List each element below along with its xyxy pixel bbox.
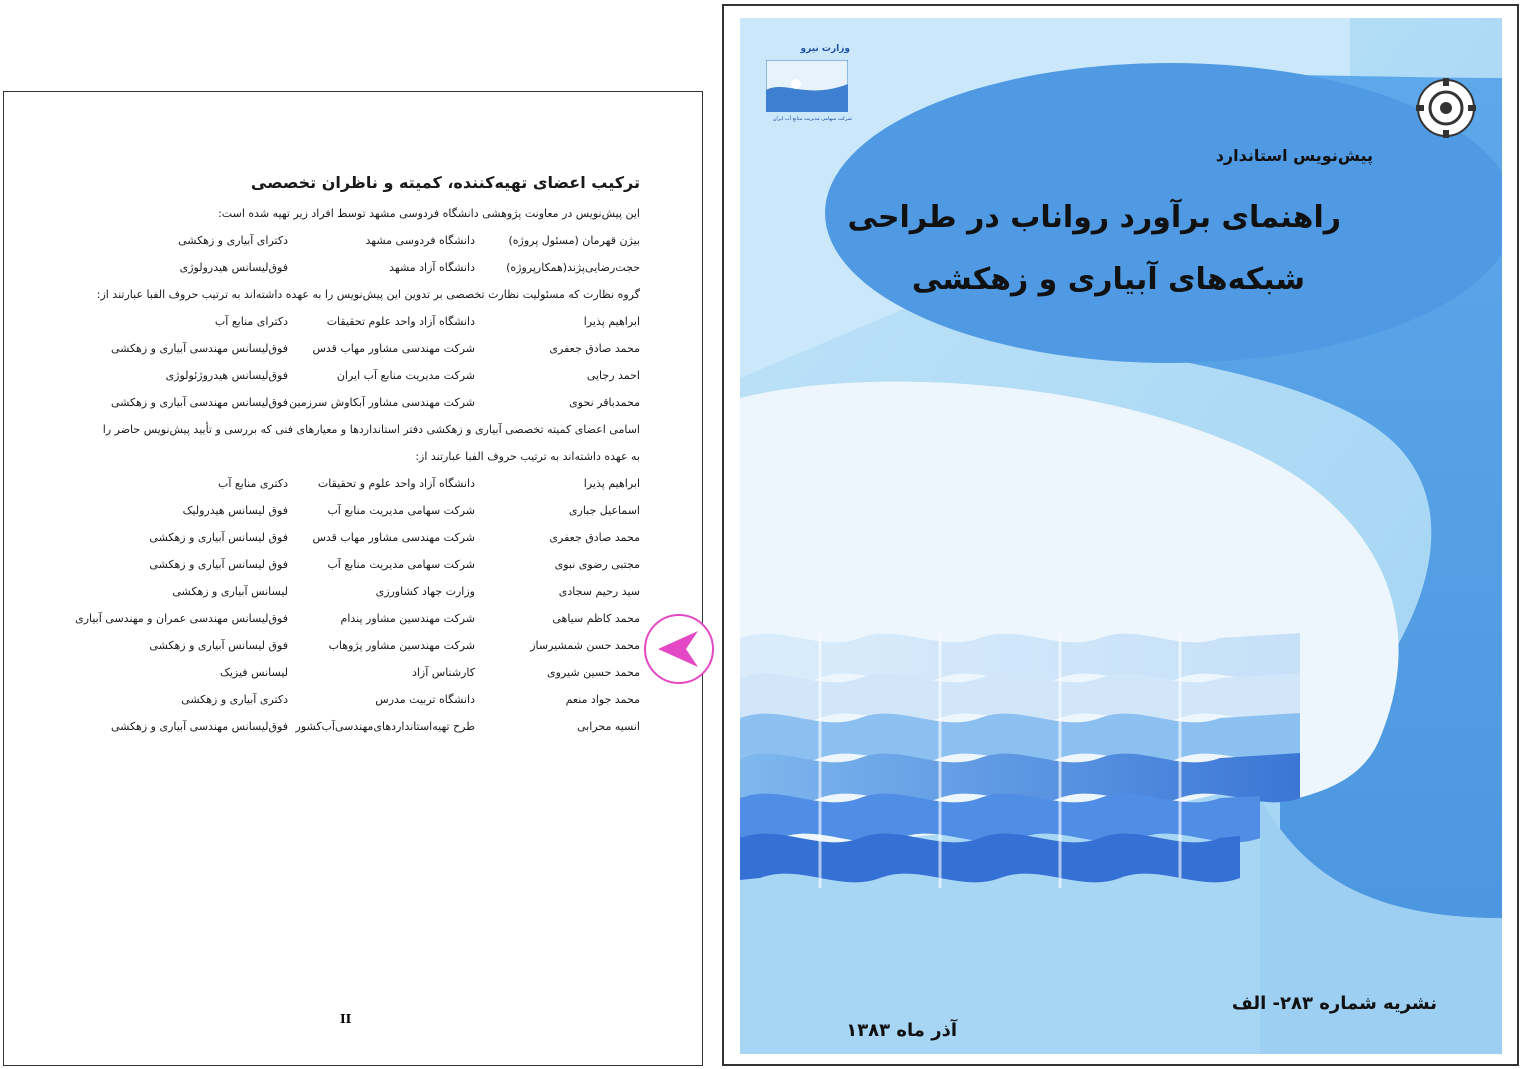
member-org: شرکت مهندسین مشاور پژوهاب bbox=[328, 639, 475, 652]
logo-caption: شرکت سهامی مدیریت منابع آب ایران bbox=[772, 116, 852, 122]
member-degree: فوق لیسانس هیدرولیک bbox=[182, 504, 288, 517]
member-org: دانشگاه آزاد واحد علوم تحقیقات bbox=[326, 315, 475, 328]
page-title: ترکیب اعضای تهیه‌کننده، کمیته و ناظران تخصصی bbox=[250, 173, 640, 192]
member-degree: دکترای آبیاری و زهکشی bbox=[178, 234, 288, 247]
list-item bbox=[66, 335, 640, 362]
member-degree: دکترای منابع آب bbox=[214, 315, 288, 328]
left-page bbox=[3, 91, 703, 1066]
member-name: محمدباقر نحوی bbox=[569, 396, 640, 409]
committee-text-line-2: به عهده داشته‌اند به ترتیب حروف الفبا عبارتند از: bbox=[415, 450, 640, 463]
member-org: شرکت سهامی مدیریت منابع آب bbox=[327, 558, 475, 571]
intro-text: این پیش‌نویس در معاونت پژوهشی دانشگاه فردوسی مشهد توسط افراد زیر تهیه شده است: bbox=[218, 207, 640, 220]
member-degree: فوق‌لیسانس مهندسی آبیاری و زهکشی bbox=[110, 396, 288, 409]
committee-text-line-1: اسامی اعضای کمیته تخصصی آبیاری و زهکشی دفتر استانداردها و معیارهای فنی که بررسی و تأیید پیش‌نویس حاضر را bbox=[102, 423, 640, 436]
list-item bbox=[66, 524, 640, 551]
left-page-content bbox=[66, 166, 640, 740]
list-item bbox=[66, 578, 640, 605]
list-item bbox=[66, 497, 640, 524]
cover-title-line-2: شبکه‌های آبیاری و زهکشی bbox=[911, 262, 1305, 297]
emblem-icon bbox=[1414, 76, 1478, 140]
draft-label: پیش‌نویس استاندارد bbox=[1215, 146, 1373, 165]
list-item bbox=[66, 659, 640, 686]
list-item bbox=[66, 713, 640, 740]
member-name: سید رحیم سجادی bbox=[558, 585, 640, 598]
member-name: محمد جواد منعم bbox=[565, 693, 640, 706]
supervision-text: گروه نظارت که مسئولیت نظارت تخصصی بر تدوین این پیش‌نویس را به عهده داشته‌اند به ترتیب حروف الفبا عبارتند از: bbox=[96, 288, 640, 301]
member-degree: فوق‌لیسانس مهندسی عمران و مهندسی آبیاری bbox=[75, 612, 288, 625]
cover-page bbox=[722, 4, 1519, 1066]
water-logo-icon bbox=[766, 60, 848, 112]
list-item bbox=[66, 389, 640, 416]
list-item bbox=[66, 362, 640, 389]
member-degree: فوق لیسانس آبیاری و زهکشی bbox=[149, 531, 288, 544]
member-org: شرکت مهندسی مشاور آبکاوش سرزمین bbox=[289, 396, 475, 409]
prev-page-button[interactable] bbox=[644, 614, 714, 684]
member-org: شرکت مدیریت منابع آب ایران bbox=[336, 369, 475, 382]
list-item bbox=[66, 308, 640, 335]
list-item bbox=[66, 470, 640, 497]
member-org: دانشگاه فردوسی مشهد bbox=[365, 234, 475, 247]
member-name: محمد کاظم سیاهی bbox=[552, 612, 640, 625]
member-degree: فوق‌لیسانس مهندسی آبیاری و زهکشی bbox=[110, 720, 288, 733]
ministry-logo bbox=[760, 44, 856, 128]
member-org: دانشگاه تربیت مدرس bbox=[375, 693, 475, 706]
ministry-label: وزارت نیرو bbox=[800, 44, 850, 54]
member-degree: لیسانس آبیاری و زهکشی bbox=[172, 585, 288, 598]
member-name: اسماعیل جباری bbox=[568, 504, 640, 517]
member-org: شرکت مهندسین مشاور پندام bbox=[340, 612, 475, 625]
member-name: محمد صادق جعفری bbox=[549, 531, 640, 544]
member-name: انسیه محرابی bbox=[577, 720, 640, 733]
page-number: II bbox=[340, 1012, 352, 1026]
member-org: دانشگاه آزاد مشهد bbox=[389, 261, 475, 274]
member-name: مجتبی رضوی نبوی bbox=[554, 558, 640, 571]
list-item bbox=[66, 686, 640, 713]
list-item bbox=[66, 632, 640, 659]
member-name: بیژن قهرمان (مسئول پروژه) bbox=[508, 234, 640, 247]
publication-date: آذر ماه ۱۳۸۳ bbox=[846, 1020, 957, 1041]
member-org: شرکت مهندسی مشاور مهاب قدس bbox=[312, 531, 475, 544]
member-org: طرح تهیه‌استانداردهای‌مهندسی‌آب‌کشور bbox=[295, 720, 475, 733]
member-name: احمد رجایی bbox=[586, 369, 640, 382]
prev-arrow-icon bbox=[656, 628, 702, 670]
member-name: ابراهیم پذیرا bbox=[583, 477, 640, 490]
list-item bbox=[66, 551, 640, 578]
member-name: حجت‌رضایی‌پژند(همکارپروژه) bbox=[506, 261, 640, 274]
member-name: محمد حسین شیروی bbox=[547, 666, 640, 679]
member-degree: دکتری آبیاری و زهکشی bbox=[181, 693, 288, 706]
member-degree: فوق لیسانس آبیاری و زهکشی bbox=[149, 558, 288, 571]
member-degree: فوق‌لیسانس هیدرولوژی bbox=[179, 261, 288, 274]
member-degree: لیسانس فیزیک bbox=[220, 666, 288, 679]
cover-title-line-1: راهنمای برآورد رواناب در طراحی bbox=[847, 200, 1341, 235]
cover-artwork bbox=[740, 18, 1502, 1054]
member-org: کارشناس آزاد bbox=[411, 666, 475, 679]
list-item bbox=[66, 254, 640, 281]
member-org: وزارت جهاد کشاورزی bbox=[375, 585, 475, 598]
member-degree: فوق لیسانس آبیاری و زهکشی bbox=[149, 639, 288, 652]
member-degree: فوق‌لیسانس هیدروژئولوژی bbox=[165, 369, 288, 382]
list-item bbox=[66, 227, 640, 254]
member-name: ابراهیم پذیرا bbox=[583, 315, 640, 328]
member-org: شرکت مهندسی مشاور مهاب قدس bbox=[312, 342, 475, 355]
publication-number: نشریه شماره ۲۸۳- الف bbox=[1231, 993, 1437, 1014]
member-org: شرکت سهامی مدیریت منابع آب bbox=[327, 504, 475, 517]
list-item bbox=[66, 605, 640, 632]
member-name: محمد صادق جعفری bbox=[549, 342, 640, 355]
member-degree: دکتری منابع آب bbox=[217, 477, 288, 490]
member-name: محمد حسن شمشیرساز bbox=[530, 639, 640, 652]
member-org: دانشگاه آزاد واحد علوم و تحقیقات bbox=[317, 477, 475, 490]
member-degree: فوق‌لیسانس مهندسی آبیاری و زهکشی bbox=[110, 342, 288, 355]
